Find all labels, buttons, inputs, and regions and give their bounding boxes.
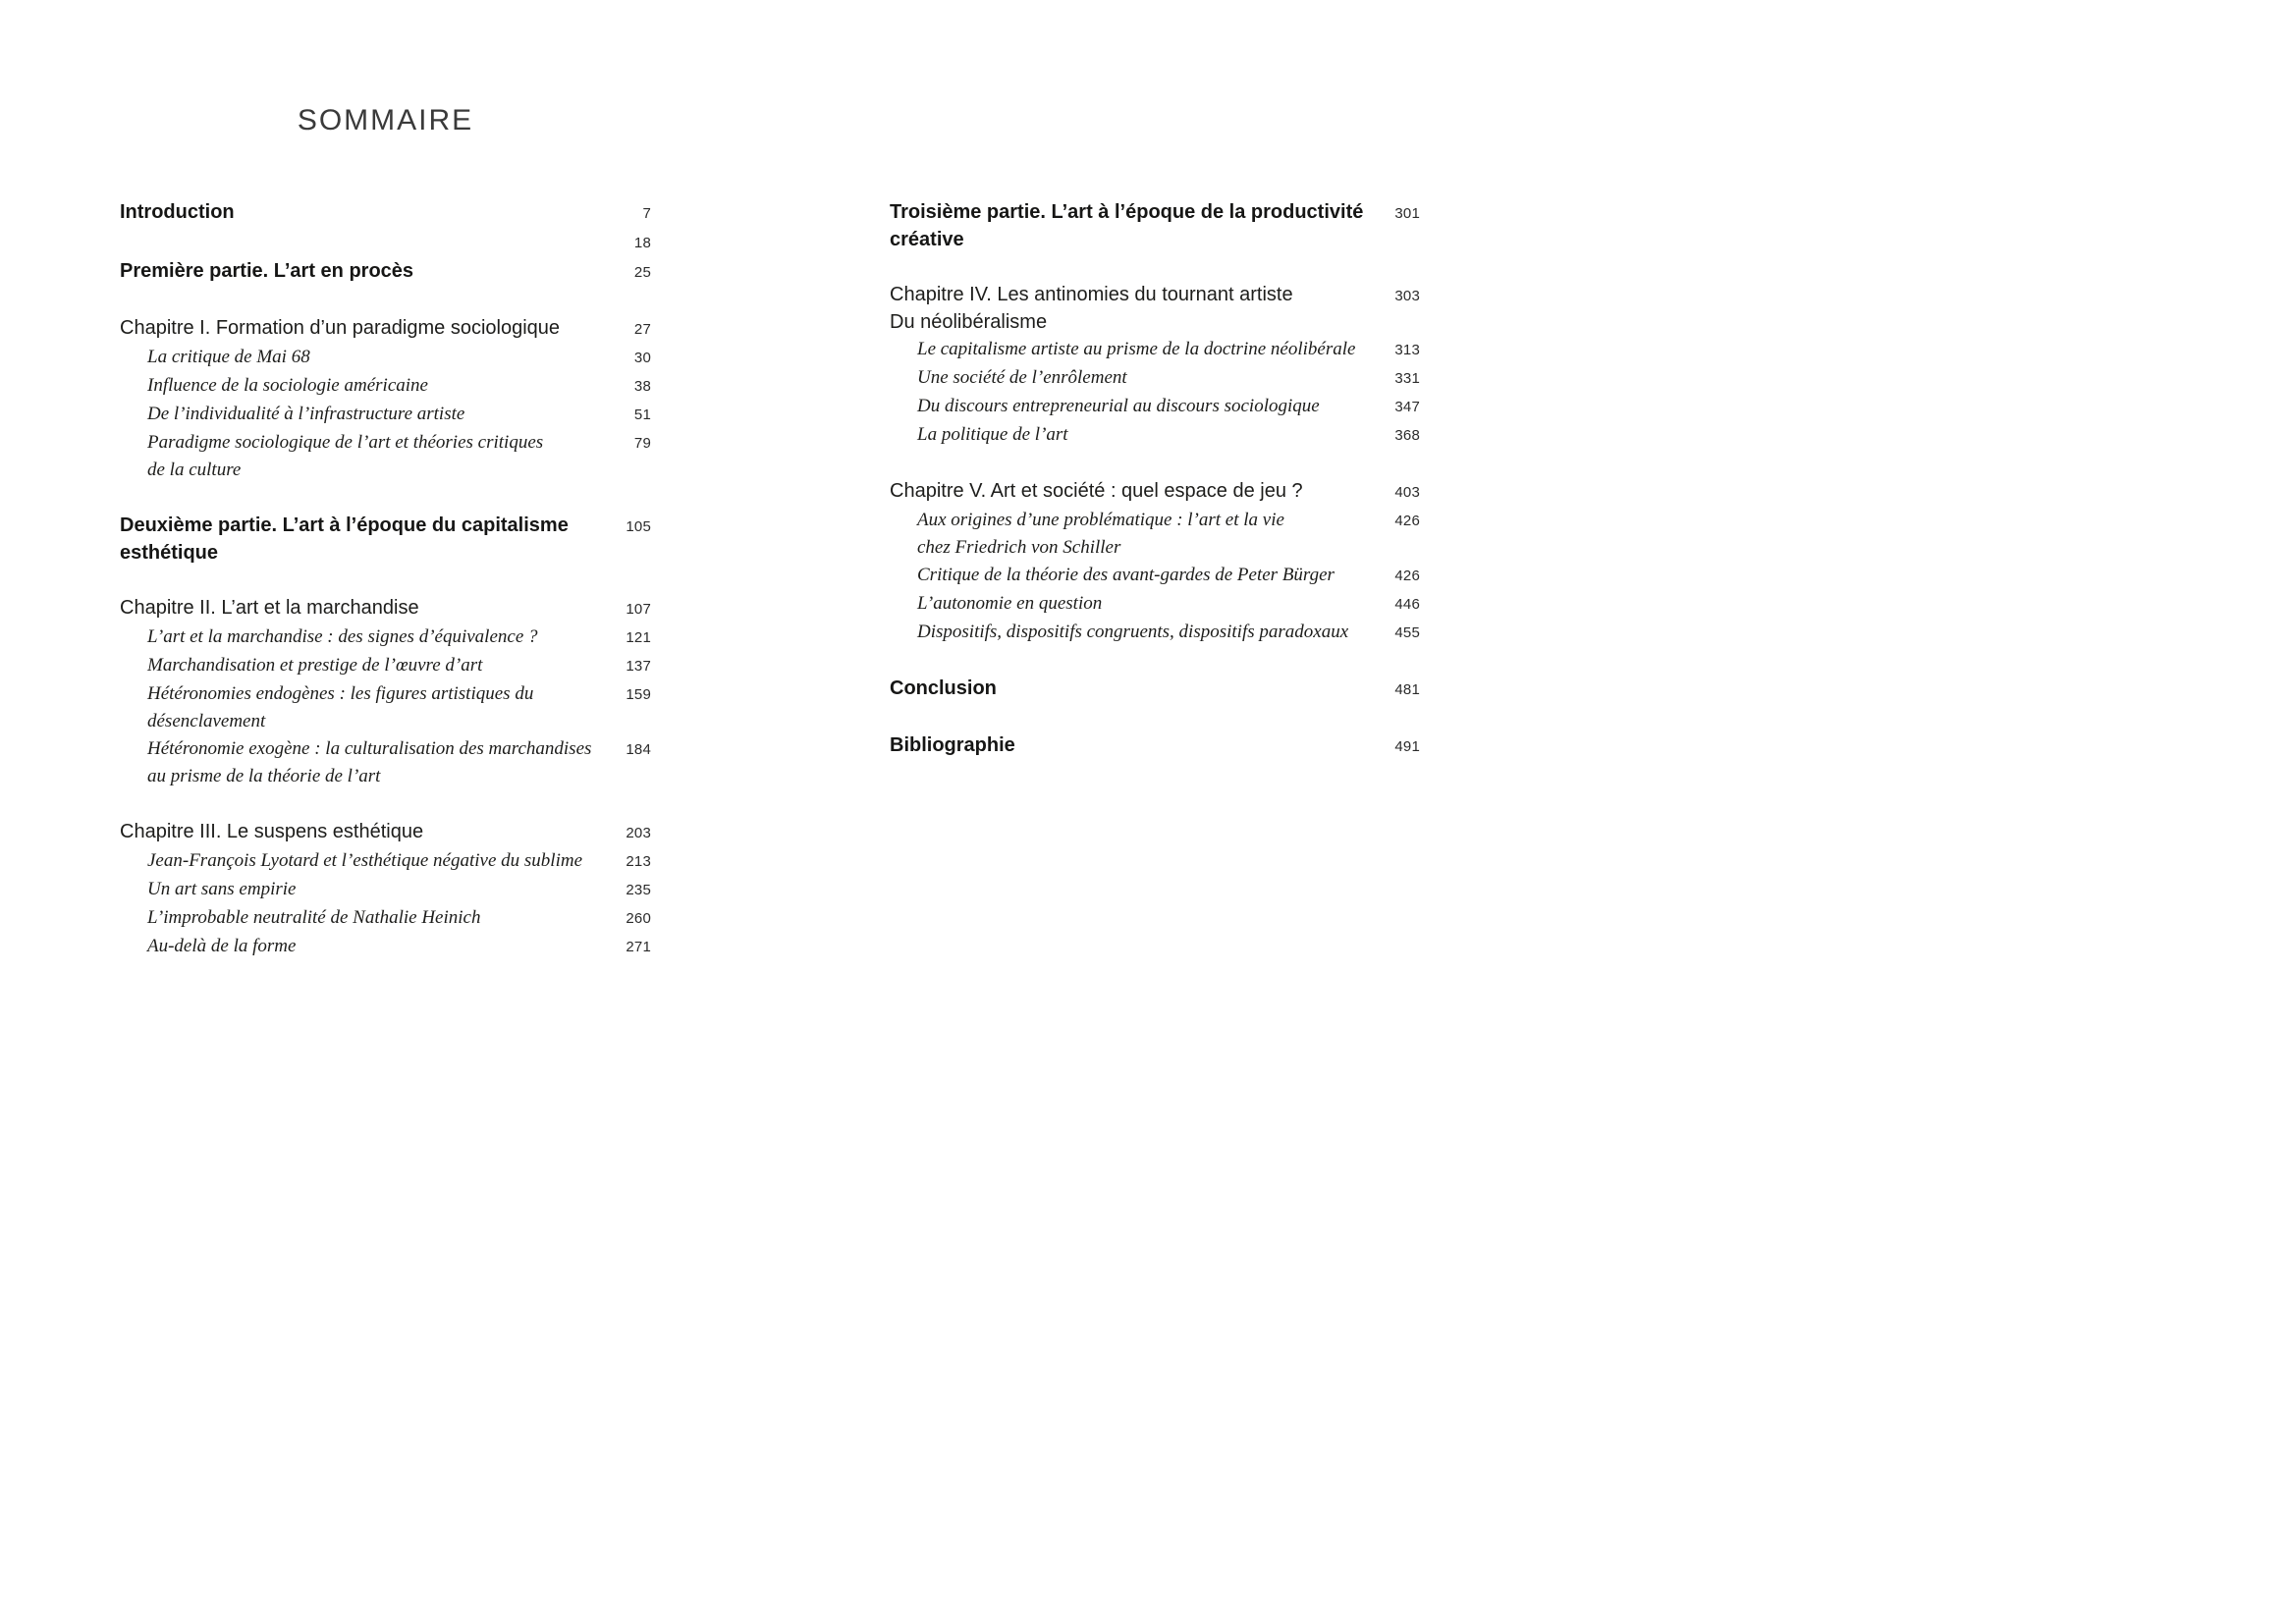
toc-entry-page-number: 331 — [1394, 370, 1420, 387]
toc-entry-page-number: 260 — [626, 910, 651, 927]
toc-entry-label — [890, 562, 1369, 589]
toc-entry-page-number: 38 — [633, 378, 651, 395]
toc-entry-label — [120, 680, 600, 735]
toc-entry-label-line: Hétéronomie exogène : la culturalisation des marchandises — [147, 738, 592, 759]
toc-entry-label-line: Jean-François Lyotard et l’esthétique négative du sublime — [147, 850, 583, 871]
toc-entry-label-line: De l’individualité à l’infrastructure artiste — [147, 404, 465, 424]
toc-entry-label-line: Du néolibéralisme — [890, 311, 1048, 333]
toc-entry-label-line: L’art et la marchandise : des signes d’équivalence ? — [147, 626, 538, 647]
page-title: SOMMAIRE — [297, 104, 474, 136]
toc-entry-label — [890, 281, 1369, 336]
toc-entry-label-line: Chapitre IV. Les antinomies du tournant artiste — [890, 284, 1293, 305]
toc-entry-label-line: Conclusion — [890, 677, 997, 699]
toc-entry-label-line: Au-delà de la forme — [147, 936, 297, 956]
toc-entry-label — [120, 257, 600, 285]
toc-entry-label-line: Bibliographie — [890, 734, 1015, 756]
toc-entry-sub — [120, 652, 651, 680]
toc-entry-page-number: 121 — [626, 629, 651, 646]
toc-entry-page-number: 30 — [633, 350, 651, 366]
toc-entry-label — [120, 372, 600, 400]
toc-entry-page-number: 25 — [633, 264, 651, 281]
toc-entry-page-number: 426 — [1394, 513, 1420, 529]
toc-entry-label — [120, 228, 600, 255]
toc-entry-label-line: Chapitre V. Art et société : quel espace de jeu ? — [890, 480, 1303, 502]
toc-entry-page-number: 235 — [626, 882, 651, 898]
toc-entry-page-number: 313 — [1394, 342, 1420, 358]
toc-entry-label-line: Première partie. L’art en procès — [120, 260, 414, 282]
toc-entry-sub — [890, 336, 1420, 364]
toc-entry-label-line — [120, 228, 600, 255]
toc-entry-page-number: 446 — [1394, 596, 1420, 613]
toc-entry-label — [890, 198, 1369, 253]
toc-entry-label — [120, 512, 600, 567]
toc-entry-page-number: 491 — [1394, 738, 1420, 755]
toc-entry-page-number: 27 — [633, 321, 651, 338]
toc-entry-sub — [890, 393, 1420, 421]
toc-entry-page-number: 455 — [1394, 624, 1420, 641]
toc-entry-intro — [120, 198, 651, 228]
toc-entry-sub — [120, 735, 651, 790]
toc-entry-chapter — [120, 594, 651, 623]
toc-entry-sub — [890, 562, 1420, 590]
toc-entry-chapter — [890, 477, 1420, 507]
toc-entry-page-number: 301 — [1394, 205, 1420, 222]
toc-entry-part — [890, 675, 1420, 704]
toc-entry-label — [120, 847, 600, 875]
toc-entry-label — [120, 594, 600, 622]
toc-entry-label-line: Chapitre II. L’art et la marchandise — [120, 597, 419, 619]
toc-entry-chapter — [120, 818, 651, 847]
toc-entry-label-line: Chapitre I. Formation d’un paradigme sociologique — [120, 317, 561, 339]
toc-entry-page-number: 159 — [626, 686, 651, 703]
toc-entry-label — [890, 731, 1369, 759]
toc-entry-label — [120, 429, 600, 484]
toc-entry-label — [120, 933, 600, 960]
toc-entry-label-line: Critique de la théorie des avant-gardes de Peter Bürger — [917, 565, 1335, 585]
toc-entry-label-line: Marchandisation et prestige de l’œuvre d’art — [147, 655, 483, 676]
toc-entry-label-line: Une société de l’enrôlement — [917, 367, 1127, 388]
toc-entry-label — [890, 393, 1369, 420]
toc-entry-page-number: 303 — [1394, 288, 1420, 304]
toc-entry-label-line: La critique de Mai 68 — [147, 347, 310, 367]
toc-column-right — [890, 198, 1420, 761]
toc-column-left — [120, 198, 651, 961]
toc-entry-page-number: 368 — [1394, 427, 1420, 444]
toc-entry-label — [120, 818, 600, 845]
toc-entry-part — [120, 512, 651, 567]
toc-entry-page-number: 271 — [626, 939, 651, 955]
toc-entry-page-number: 105 — [626, 518, 651, 535]
toc-entry-label-line: désenclavement — [147, 711, 266, 731]
toc-entry-part — [890, 198, 1420, 253]
toc-entry-sub — [120, 876, 651, 904]
toc-entry-label-line: La politique de l’art — [917, 424, 1068, 445]
toc-entry-label — [120, 623, 600, 651]
toc-entry-label — [120, 735, 600, 790]
toc-entry-sub — [890, 421, 1420, 450]
toc-entry-label — [890, 619, 1369, 646]
toc-entry-label-line: Chapitre III. Le suspens esthétique — [120, 821, 424, 842]
toc-entry-label-line: chez Friedrich von Schiller — [917, 537, 1121, 558]
toc-entry-sub — [120, 904, 651, 933]
toc-entry-sub — [120, 429, 651, 484]
toc-entry-sub — [120, 680, 651, 735]
toc-entry-sub — [120, 372, 651, 401]
toc-entry-label — [120, 344, 600, 371]
toc-entry-label-line: L’improbable neutralité de Nathalie Heinich — [147, 907, 481, 928]
toc-entry-page-number: 7 — [642, 205, 651, 222]
toc-entry-page-number: 18 — [633, 235, 651, 251]
toc-entry-label-line: de la culture — [147, 460, 242, 480]
toc-entry-page-number: 481 — [1394, 681, 1420, 698]
toc-entry-page-number: 203 — [626, 825, 651, 841]
toc-entry-sub — [890, 507, 1420, 562]
toc-entry-label — [890, 590, 1369, 618]
toc-entry-label-line: Un art sans empirie — [147, 879, 297, 899]
toc-entry-page-number: 426 — [1394, 568, 1420, 584]
toc-entry-label-line: au prisme de la théorie de l’art — [147, 766, 381, 786]
toc-entry-chapter — [890, 281, 1420, 336]
toc-entry-page-number: 347 — [1394, 399, 1420, 415]
toc-entry-page-number: 184 — [626, 741, 651, 758]
toc-entry-label — [890, 507, 1369, 562]
toc-entry-label — [890, 364, 1369, 392]
toc-entry-page-number: 403 — [1394, 484, 1420, 501]
toc-entry-sub — [890, 590, 1420, 619]
toc-entry-label — [890, 477, 1369, 505]
toc-entry-label-line: Troisième partie. L’art à l’époque de la productivité — [890, 201, 1364, 223]
toc-entry-sub — [120, 847, 651, 876]
toc-entry-sub — [120, 623, 651, 652]
toc-entry-sub — [890, 619, 1420, 647]
toc-entry-label-line: Paradigme sociologique de l’art et théories critiques — [147, 432, 544, 453]
toc-entry-page-number: 213 — [626, 853, 651, 870]
toc-entry-sub — [120, 344, 651, 372]
toc-entry-label-line: Dispositifs, dispositifs congruents, dispositifs paradoxaux — [917, 622, 1349, 642]
toc-entry-page-number: 137 — [626, 658, 651, 675]
toc-entry-label — [120, 401, 600, 428]
toc-entry-chapter — [120, 314, 651, 344]
toc-entry-part — [120, 257, 651, 287]
toc-entry-sub — [120, 401, 651, 429]
toc-entry-label-line: esthétique — [120, 542, 219, 564]
toc-entry-label-line: Du discours entrepreneurial au discours sociologique — [917, 396, 1320, 416]
toc-entry-sub — [120, 933, 651, 961]
toc-entry-label — [120, 198, 600, 226]
toc-entry-label — [120, 652, 600, 679]
toc-entry-label-line: Aux origines d’une problématique : l’art et la vie — [917, 510, 1284, 530]
toc-entry-label — [120, 904, 600, 932]
toc-entry-label-line: créative — [890, 229, 964, 250]
toc-entry-label-line: Influence de la sociologie américaine — [147, 375, 428, 396]
toc-entry-label — [120, 876, 600, 903]
toc-entry-label-line: Le capitalisme artiste au prisme de la doctrine néolibérale — [917, 339, 1356, 359]
toc-entry-label — [890, 675, 1369, 702]
toc-entry-label — [890, 421, 1369, 449]
toc-entry-label-line: Introduction — [120, 201, 235, 223]
toc-entry-part — [890, 731, 1420, 761]
toc-entry-label — [120, 314, 600, 342]
toc-entry-page-number: 107 — [626, 601, 651, 618]
toc-entry-label-line: Deuxième partie. L’art à l’époque du capitalisme — [120, 514, 569, 536]
toc-entry-blank — [120, 228, 651, 257]
toc-entry-label — [890, 336, 1369, 363]
toc-entry-label-line: Hétéronomies endogènes : les figures artistiques du — [147, 683, 534, 704]
toc-entry-page-number: 51 — [633, 406, 651, 423]
toc-entry-page-number: 79 — [633, 435, 651, 452]
toc-entry-sub — [890, 364, 1420, 393]
toc-entry-label-line: L’autonomie en question — [917, 593, 1103, 614]
